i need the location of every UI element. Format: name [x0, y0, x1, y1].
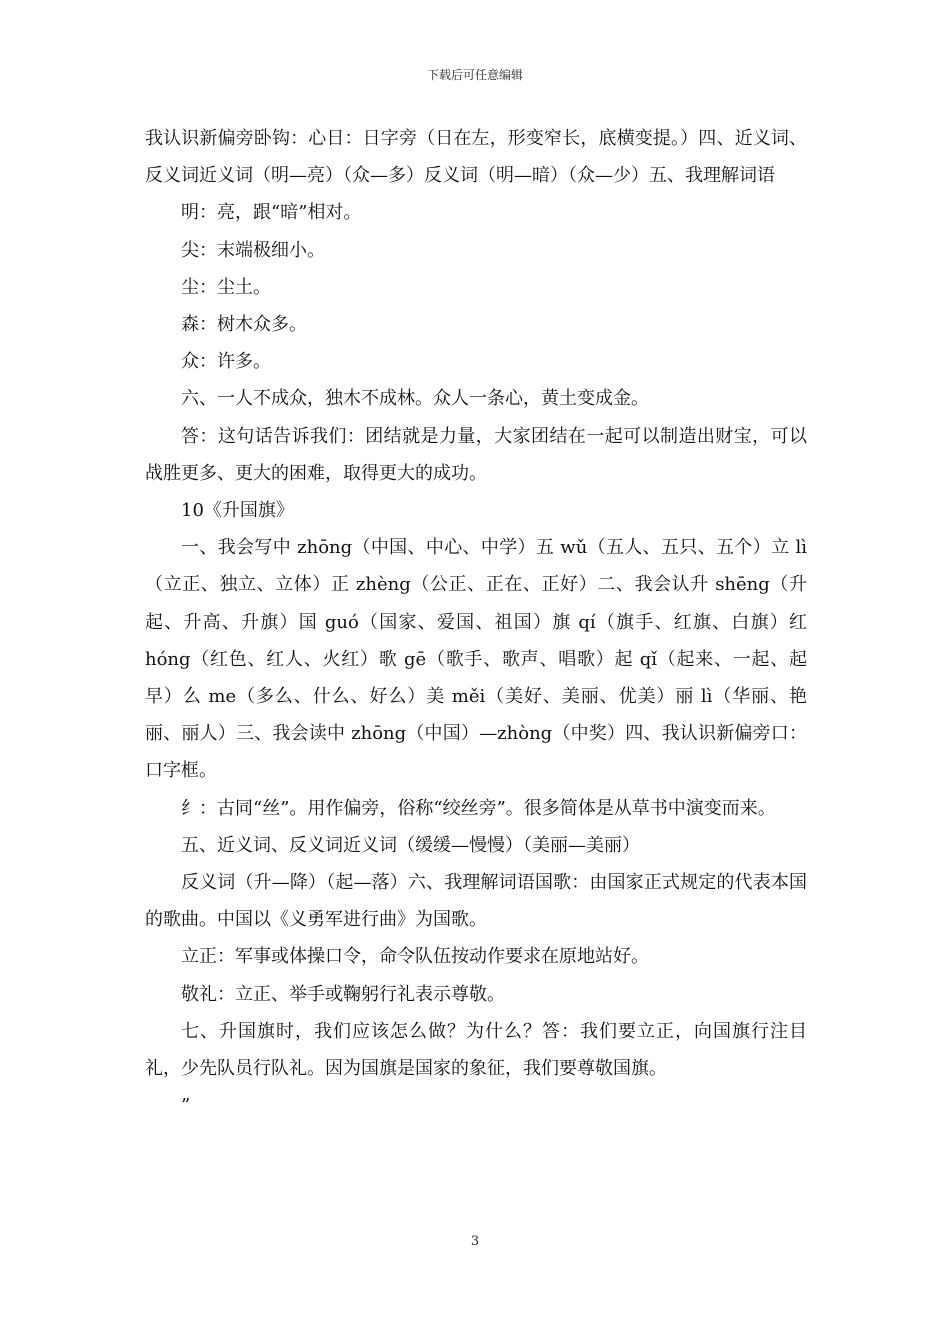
- paragraph: 反义词（升—降）（起—落）六、我理解词语国歌：由国家正式规定的代表本国的歌曲。中国以《义勇军进行曲》为国歌。: [145, 872, 807, 931]
- paragraph: 明：亮，跟“暗”相对。: [181, 202, 362, 224]
- paragraph: 敬礼：立正、举手或鞠躬行礼表示尊敬。: [181, 983, 505, 1005]
- page-number: 3: [470, 1234, 480, 1249]
- paragraph: 答：这句话告诉我们：团结就是力量，大家团结在一起可以制造出财宝，可以战胜更多、更大的困难，取得更大的成功。: [145, 425, 807, 484]
- lesson-title: 10《升国旗》: [181, 500, 294, 522]
- paragraph: 六、一人不成众，独木不成林。众人一条心，黄土变成金。: [181, 388, 649, 410]
- document-body: [145, 120, 807, 1124]
- paragraph: ”: [181, 1095, 191, 1117]
- paragraph: 森：树木众多。: [181, 314, 307, 336]
- paragraph: 我认识新偏旁卧钩：心日：日字旁（日在左，形变窄长，底横变提。）四、近义词、反义词近义词（明—亮）（众—多）反义词（明—暗）（众—少）五、我理解词语: [145, 128, 807, 187]
- paragraph: 尖：末端极细小。: [181, 239, 325, 261]
- paragraph: 众：许多。: [181, 351, 271, 373]
- page-header: 下载后可任意编辑: [426, 68, 523, 82]
- paragraph: 立正：军事或体操口令，命令队伍按动作要求在原地站好。: [181, 946, 649, 968]
- paragraph: 七、升国旗时，我们应该怎么做？为什么？答：我们要立正，向国旗行注目礼，少先队员行队礼。因为国旗是国家的象征，我们要尊敬国旗。: [145, 1020, 807, 1080]
- paragraph: 一、我会写中 zhōng（中国、中心、中学）五 wǔ（五人、五只、五个）立 lì（立正、独立、立体）正 zhèng（公正、正在、正好）二、我会认升 shēng（升起、升高、升旗）国 guó（国家、爱国、祖国）旗 qí（旗手、红旗、白旗）红 hóng（红色、红人、火红）歌 gē（歌手、歌声、唱歌）起 qǐ（起来、一起、起早）么 me（多么、什么、好么）美 měi（美好、美丽、优美）丽 lì（华丽、艳丽、丽人）三、我会读中 zhōng（中国）—zhòng（中奖）四、我认识新偏旁口：口字框。: [145, 537, 807, 782]
- paragraph: 尘：尘土。: [181, 276, 271, 298]
- paragraph: 五、近义词、反义词近义词（缓缓—慢慢）（美丽—美丽）: [181, 834, 640, 856]
- paragraph: 纟：古同“丝”。用作偏旁，俗称“绞丝旁”。很多简体是从草书中演变而来。: [181, 797, 776, 819]
